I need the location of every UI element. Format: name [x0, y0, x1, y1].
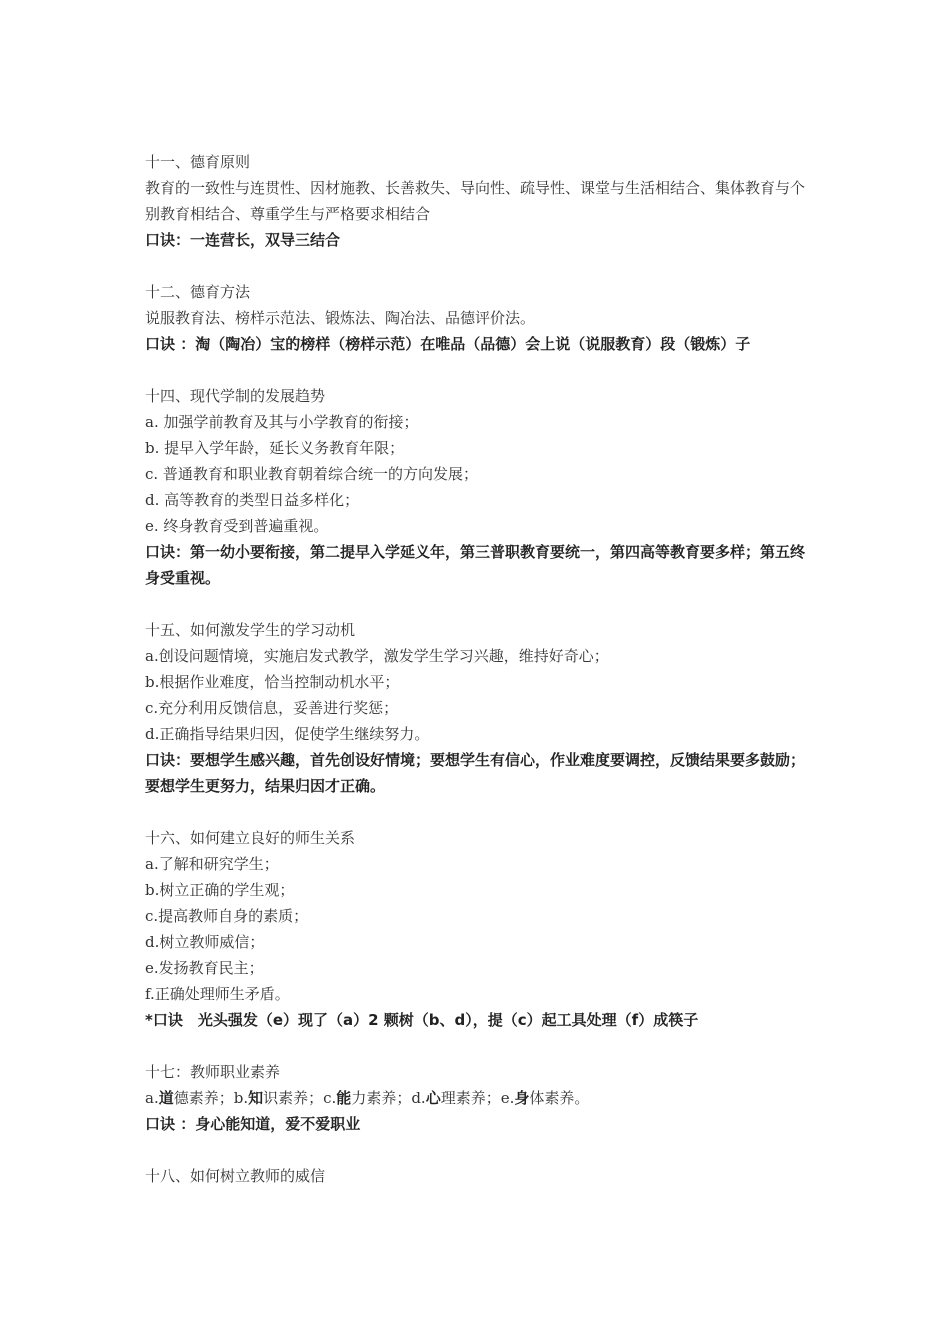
list-item: a.创设问题情境，实施启发式教学，激发学生学习兴趣，维持好奇心；: [145, 647, 609, 665]
list-keyword: 能: [336, 1089, 352, 1107]
list-segment: 识素养；c.: [263, 1089, 337, 1107]
section-16: [145, 825, 815, 1033]
section-title: 十七：教师职业素养: [145, 1063, 281, 1081]
mnemonic: *口诀 光头强发（e）现了（a）2 颗树（b、d），提（c）起工具处理（f）成筷子: [145, 1011, 699, 1029]
section-11: [145, 149, 815, 253]
section-15: [145, 617, 815, 799]
list-item: a. 加强学前教育及其与小学教育的衔接；: [145, 413, 419, 431]
list-item: a.了解和研究学生；: [145, 855, 279, 873]
list-item: d.正确指导结果归因，促使学生继续努力。: [145, 725, 430, 743]
section-17: [145, 1059, 815, 1137]
list-item: b.树立正确的学生观；: [145, 881, 295, 899]
section-12: [145, 279, 815, 357]
mnemonic: 口诀：第一幼小要衔接，第二提早入学延义年，第三普职教育要统一，第四高等教育要多样；第五终身受重视。: [145, 543, 806, 587]
list-segment: 德素养；b.: [173, 1089, 249, 1107]
list-keyword: 道: [158, 1089, 174, 1107]
section-title: 十五、如何激发学生的学习动机: [145, 621, 356, 639]
list-item: c.提高教师自身的素质；: [145, 907, 309, 925]
mnemonic: 口诀 ：身心能知道，爱不爱职业: [145, 1115, 361, 1133]
section-title: 十八、如何树立教师的威信: [145, 1167, 326, 1185]
section-title: 十二、德育方法: [145, 283, 251, 301]
section-title: 十六、如何建立良好的师生关系: [145, 829, 356, 847]
list-item: e. 终身教育受到普遍重视。: [145, 517, 329, 535]
mnemonic: 口诀 ：淘（陶冶）宝的榜样（榜样示范）在唯品（品德）会上说（说服教育）段（锻炼）子: [145, 335, 751, 353]
list-segment: 体素养。: [529, 1089, 590, 1107]
section-title: 十四、现代学制的发展趋势: [145, 387, 326, 405]
list-segment: 力素养；d.: [351, 1089, 426, 1107]
literacy-list: [145, 1085, 815, 1111]
list-item: b. 提早入学年龄，延长义务教育年限；: [145, 439, 405, 457]
list-keyword: 身: [514, 1089, 530, 1107]
list-item: c. 普通教育和职业教育朝着综合统一的方向发展；: [145, 465, 478, 483]
mnemonic: 口诀：一连营长，双导三结合: [145, 231, 341, 249]
section-14: [145, 383, 815, 591]
list-item: b.根据作业难度，恰当控制动机水平；: [145, 673, 400, 691]
list-item: d.树立教师威信；: [145, 933, 265, 951]
section-body: 教育的一致性与连贯性、因材施教、长善救失、导向性、疏导性、课堂与生活相结合、集体教育与个别教育相结合、尊重学生与严格要求相结合: [145, 179, 806, 223]
section-title: 十一、德育原则: [145, 153, 251, 171]
list-item: f.正确处理师生矛盾。: [145, 985, 290, 1003]
list-item: d. 高等教育的类型日益多样化；: [145, 491, 360, 509]
section-18: [145, 1163, 815, 1189]
mnemonic: 口诀：要想学生感兴趣，首先创设好情境；要想学生有信心，作业难度要调控，反馈结果要多鼓励；要想学生更努力，结果归因才正确。: [145, 751, 806, 795]
list-segment: 理素养；e.: [440, 1089, 515, 1107]
list-keyword: 知: [248, 1089, 264, 1107]
document-page: [145, 149, 815, 1215]
list-item: e.发扬教育民主；: [145, 959, 264, 977]
list-segment: a.: [145, 1089, 159, 1107]
list-item: c.充分利用反馈信息，妥善进行奖惩；: [145, 699, 399, 717]
list-keyword: 心: [425, 1089, 441, 1107]
section-body: 说服教育法、榜样示范法、锻炼法、陶冶法、品德评价法。: [145, 309, 536, 327]
